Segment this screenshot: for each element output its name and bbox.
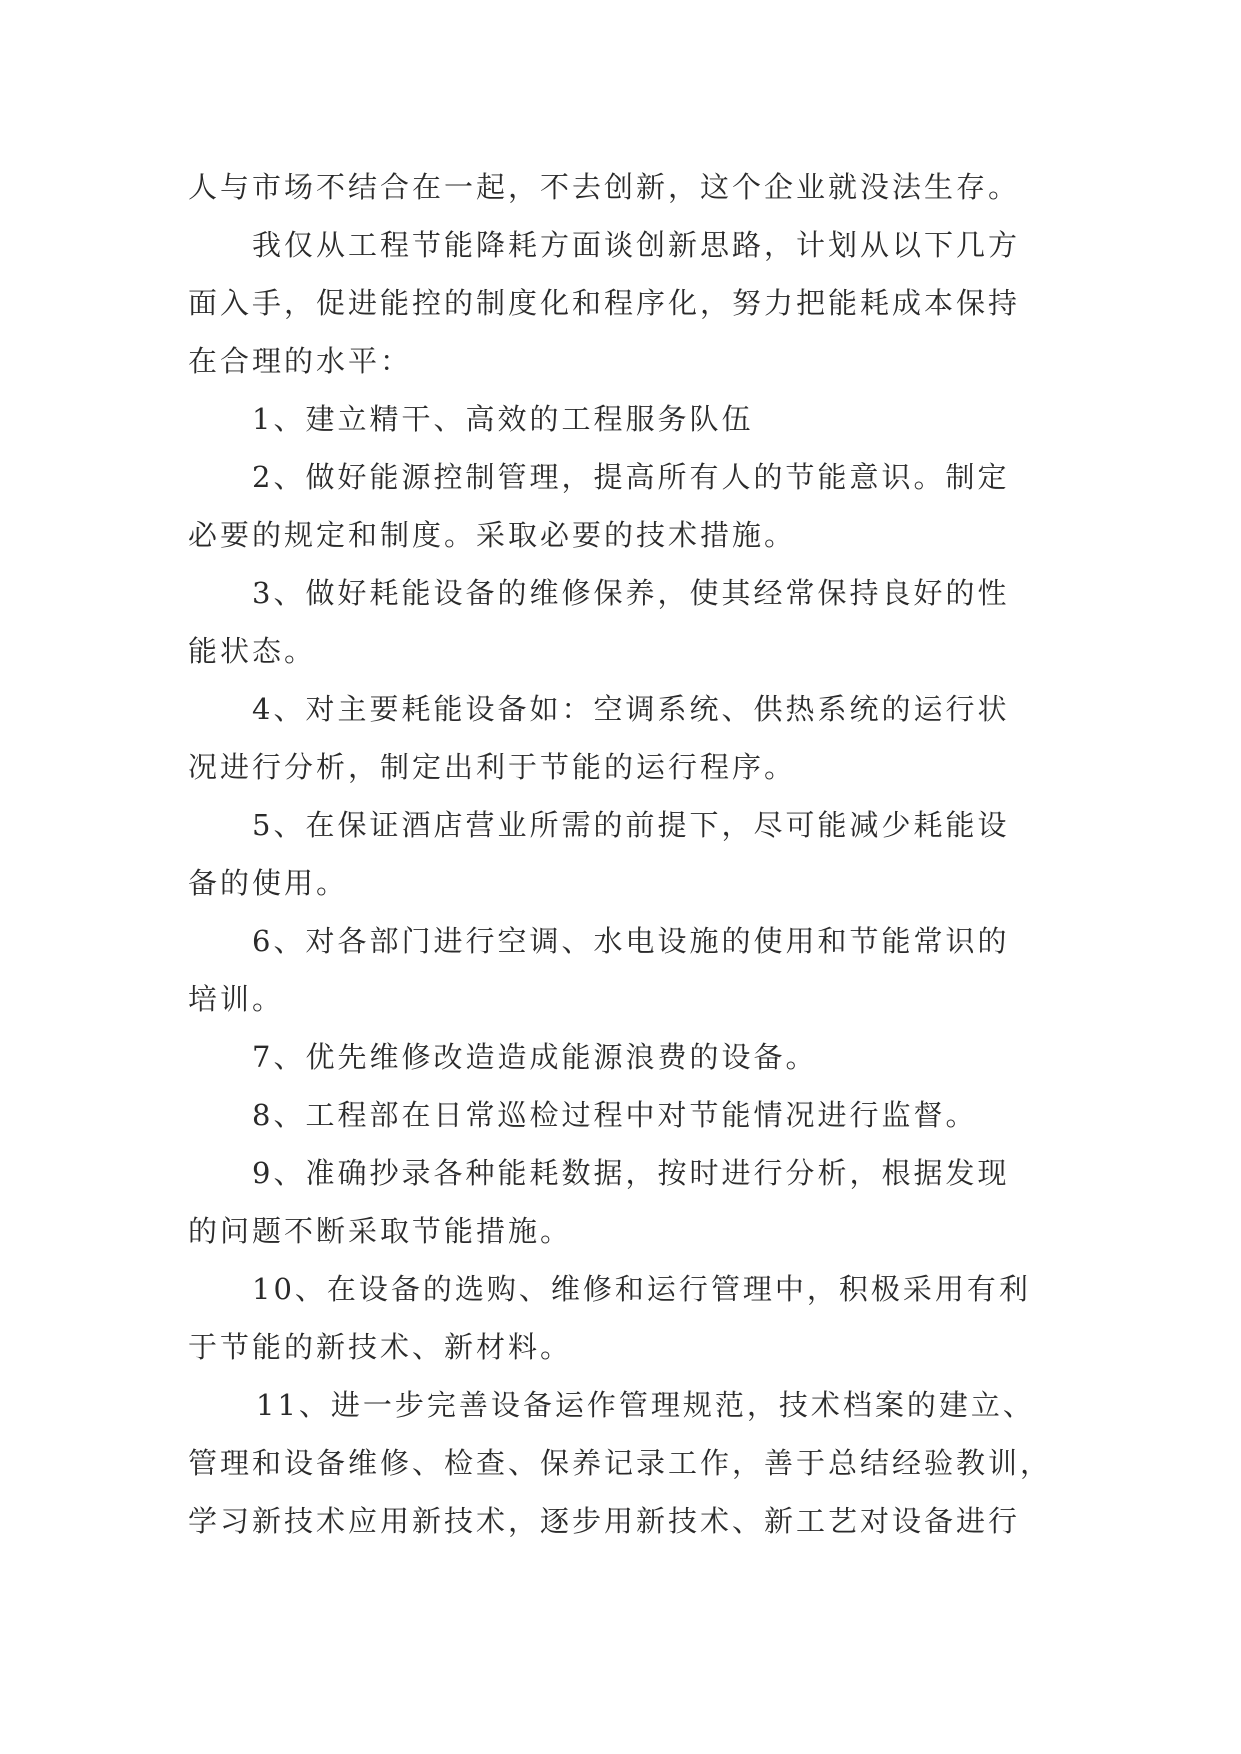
list-item-10: 10、在设备的选购、维修和运行管理中，积极采用有利	[252, 1272, 1031, 1306]
list-item-6: 6、对各部门进行空调、水电设施的使用和节能常识的	[252, 924, 1010, 958]
text-line: 人与市场不结合在一起，不去创新，这个企业就没法生存。	[188, 170, 1021, 204]
list-item-9: 9、准确抄录各种能耗数据，按时进行分析，根据发现	[252, 1156, 1010, 1190]
list-item-2: 2、做好能源控制管理，提高所有人的节能意识。制定	[252, 460, 1010, 494]
text-line: 备的使用。	[188, 866, 349, 900]
text-line: 面入手，促进能控的制度化和程序化，努力把能耗成本保持	[188, 286, 1021, 320]
text-line: 管理和设备维修、检查、保养记录工作，善于总结经验教训，	[188, 1446, 1053, 1480]
text-line: 学习新技术应用新技术，逐步用新技术、新工艺对设备进行	[188, 1504, 1021, 1538]
paragraph-start-line: 我仅从工程节能降耗方面谈创新思路，计划从以下几方	[252, 228, 1021, 262]
list-item-1: 1、建立精干、高效的工程服务队伍	[252, 402, 754, 436]
list-item-3: 3、做好耗能设备的维修保养，使其经常保持良好的性	[252, 576, 1010, 610]
list-item-11: 11、进一步完善设备运作管理规范，技术档案的建立、	[256, 1388, 1035, 1422]
text-line: 必要的规定和制度。采取必要的技术措施。	[188, 518, 797, 552]
text-line: 能状态。	[188, 634, 317, 668]
list-item-7: 7、优先维修改造造成能源浪费的设备。	[252, 1040, 818, 1074]
list-item-8: 8、工程部在日常巡检过程中对节能情况进行监督。	[252, 1098, 978, 1132]
body-text	[188, 158, 1068, 1550]
text-line: 的问题不断采取节能措施。	[188, 1214, 573, 1248]
text-line: 在合理的水平：	[188, 344, 413, 378]
list-item-5: 5、在保证酒店营业所需的前提下，尽可能减少耗能设	[252, 808, 1010, 842]
text-line: 于节能的新技术、新材料。	[188, 1330, 573, 1364]
list-item-4: 4、对主要耗能设备如：空调系统、供热系统的运行状	[252, 692, 1010, 726]
text-line: 培训。	[188, 982, 285, 1016]
text-line: 况进行分析，制定出利于节能的运行程序。	[188, 750, 797, 784]
